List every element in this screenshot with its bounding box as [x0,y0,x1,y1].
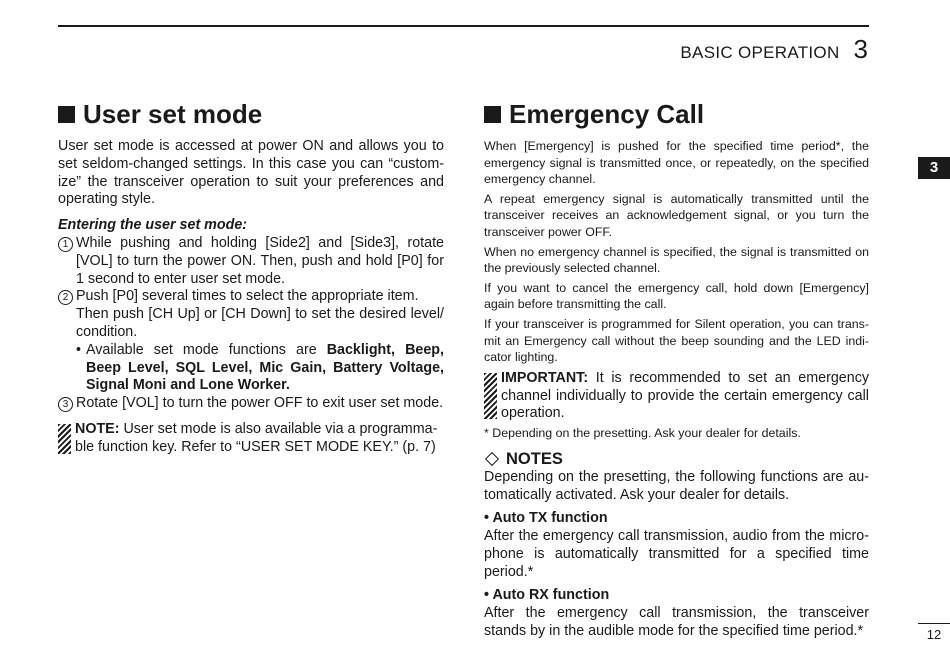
emergency-paragraph-1: When [Emergency] is pushed for the specified time period*, the emergency signal is transmitted once, or repeatedly, on the specified emergency channel. [484,139,869,187]
auto-rx-text: After the emergency call transmission, the transceiver stands by in the audible mode for the specified time period.* [484,605,869,640]
emergency-paragraph-3: When no emergency channel is specified, the signal is transmitted on the previously selected channel. [484,244,869,276]
emergency-paragraph-5: If your transceiver is programmed for Silent operation, you can trans-mit an Emergency call without the beep sounding and the LED indi-cator lighting. [484,316,869,365]
diamond-icon [485,452,499,466]
step-3: 3 Rotate [VOL] to turn the power OFF to exit user set mode. [58,395,444,413]
top-rule [58,25,869,27]
emergency-call-section [484,96,869,641]
circled-number-1-icon: 1 [58,235,76,288]
user-set-mode-intro: User set mode is accessed at power ON and allows you to set seldom-changed settings. In this case you can “custom-ize” the transceiver operation to suit your preferences and operating style. [58,138,444,208]
emergency-call-heading: Emergency Call [484,96,869,132]
circled-number-3-icon: 3 [58,395,76,413]
auto-tx-text: After the emergency call transmission, audio from the micro-phone is automatically transmitted for a specified time period.* [484,528,869,580]
step-2: 2 Push [P0] several times to select the appropriate item. Then push [CH Up] or [CH Down] to set the desired level/ condition. • Available set mode functions are Backlight, Beep, Beep Level, SQL Level, Mic Gain, Battery Voltage, Signal Moni and Lone Worker. [58,288,444,395]
auto-rx-heading: • Auto RX function [484,587,610,604]
page-number-rule [918,623,950,624]
chapter-tab: 3 [918,157,950,179]
circled-number-2-icon: 2 [58,288,76,395]
page-number: 12 [926,627,942,642]
section-number: 3 [853,34,868,64]
square-bullet-icon [58,106,75,123]
square-bullet-icon [484,106,501,123]
user-set-mode-section [58,96,444,457]
available-functions-bullet: • Available set mode functions are Backlight, Beep, Beep Level, SQL Level, Mic Gain, Battery Voltage, Signal Moni and Lone Worker. [76,341,445,394]
notes-intro: Depending on the presetting, the following functions are au-tomatically activated. Ask your dealer for details. [484,468,869,503]
important-box: IMPORTANT: It is recommended to set an emergency channel individually to provide the certain emergency call operation. [484,370,869,423]
emergency-paragraph-2: A repeat emergency signal is automatically transmitted until the transceiver receives an acknowledgement signal, or you turn the transceiver power OFF. [484,191,869,239]
note-hatch-icon [58,424,71,454]
user-set-mode-heading: User set mode [58,96,444,132]
entering-subheading: Entering the user set mode: [58,217,248,234]
notes-heading: NOTES [484,450,869,469]
page-header [680,34,868,65]
emergency-paragraph-4: If you want to cancel the emergency call, hold down [Emergency] again before transmitting the call. [484,280,869,312]
step-1: 1 While pushing and holding [Side2] and [Side3], rotate [VOL] to turn the power ON. Then, push and hold [P0] for 1 second to enter user set mode. [58,235,444,288]
footnote: * Depending on the presetting. Ask your dealer for details. [484,426,801,441]
important-hatch-icon [484,373,497,419]
auto-tx-heading: • Auto TX function [484,510,608,527]
note-box: NOTE: User set mode is also available via a programma-ble function key. Refer to “USER SET MODE KEY.” (p. 7) [58,421,444,457]
section-title: BASIC OPERATION [680,43,840,62]
